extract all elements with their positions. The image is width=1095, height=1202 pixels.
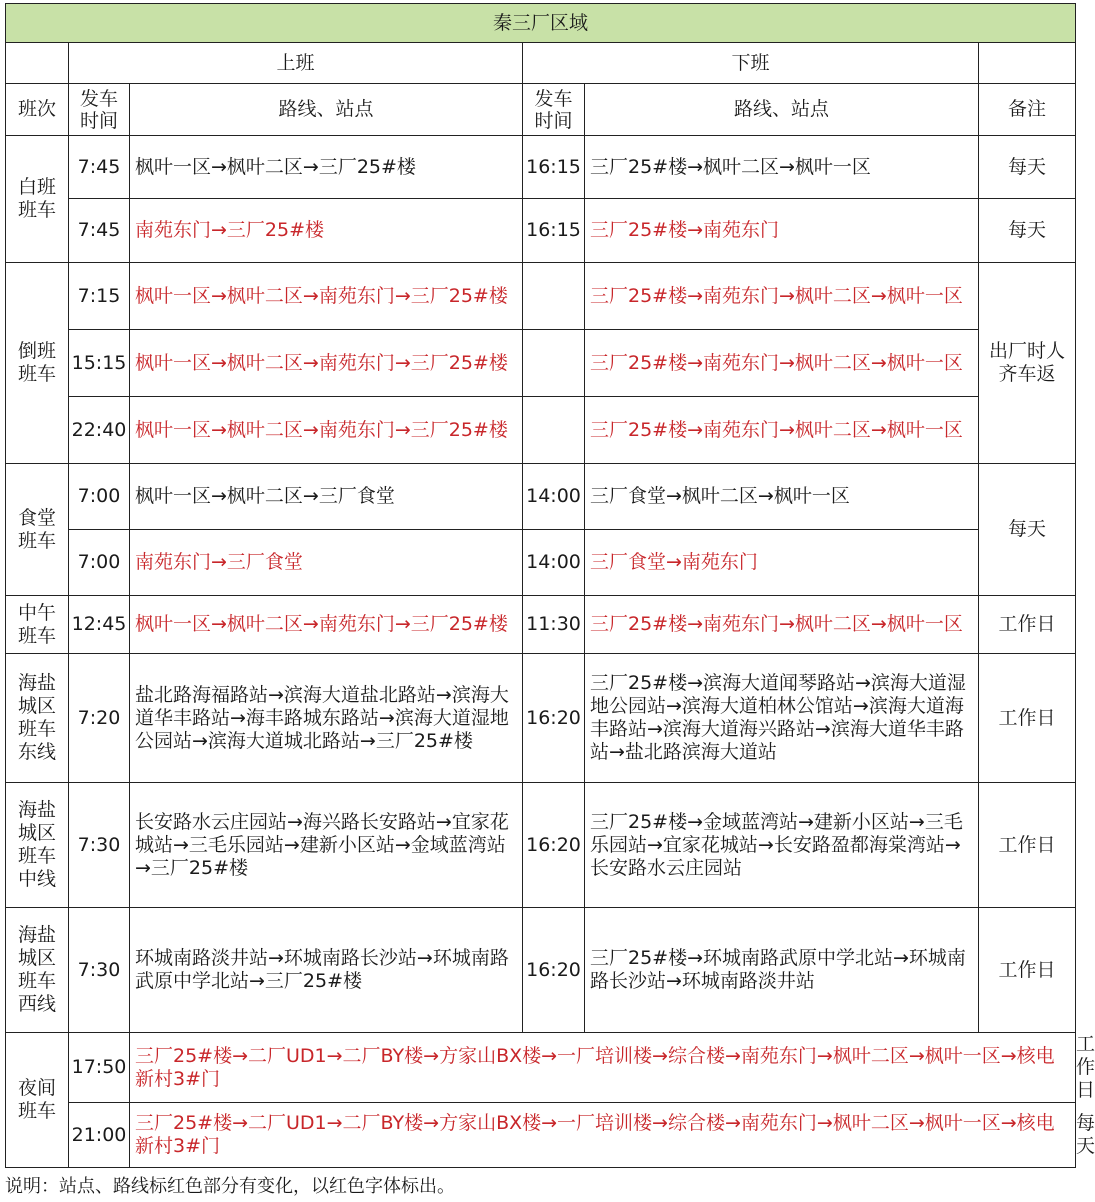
shift-name: 食堂 班车 bbox=[6, 464, 69, 596]
down-departure-time bbox=[523, 330, 585, 397]
blank-cell bbox=[6, 43, 69, 84]
table-row bbox=[6, 654, 1076, 783]
up-route: 南苑东门→三厂25#楼 bbox=[130, 199, 523, 263]
down-route: 三厂25#楼→南苑东门→枫叶二区→枫叶一区 bbox=[585, 397, 979, 464]
shift-name: 海盐 城区 班车 西线 bbox=[6, 908, 69, 1033]
up-departure-time: 15:15 bbox=[69, 330, 130, 397]
down-departure-time: 16:15 bbox=[523, 136, 585, 199]
remark-cell: 工作日 bbox=[979, 908, 1076, 1033]
table-row bbox=[6, 783, 1076, 908]
full-route: 三厂25#楼→二厂UD1→二厂BY楼→方家山BX楼→一厂培训楼→综合楼→南苑东门→枫叶二区→枫叶一区→核电新村3#门 bbox=[130, 1033, 1076, 1103]
up-departure-time: 7:30 bbox=[69, 783, 130, 908]
remark-cell: 每天 bbox=[979, 136, 1076, 199]
remark-cell: 每天 bbox=[979, 464, 1076, 596]
down-route: 三厂食堂→枫叶二区→枫叶一区 bbox=[585, 464, 979, 530]
up-departure-time: 7:20 bbox=[69, 654, 130, 783]
up-departure-time: 7:45 bbox=[69, 199, 130, 263]
down-departure-time: 16:20 bbox=[523, 908, 585, 1033]
shift-name: 夜间 班车 bbox=[6, 1033, 69, 1168]
up-route-column-header: 路线、站点 bbox=[130, 84, 523, 136]
down-departure-time: 14:00 bbox=[523, 464, 585, 530]
down-departure-time bbox=[523, 397, 585, 464]
remark-cell: 每天 bbox=[979, 199, 1076, 263]
up-route: 枫叶一区→枫叶二区→三厂25#楼 bbox=[130, 136, 523, 199]
table-row: 夜间 班车 17:50 三厂25#楼→二厂UD1→二厂BY楼→方家山BX楼→一厂培训楼→综合楼→南苑东门→枫叶二区→枫叶一区→核电新村3#门 工作日 bbox=[6, 1033, 1076, 1103]
remark-cell: 工作日 bbox=[979, 654, 1076, 783]
up-route: 长安路水云庄园站→海兴路长安路站→宜家花城站→三毛乐园站→建新小区站→金域蓝湾站→三厂25#楼 bbox=[130, 783, 523, 908]
up-departure-time: 7:15 bbox=[69, 263, 130, 330]
down-time-column-header: 发车 时间 bbox=[523, 84, 585, 136]
remark-column-header: 备注 bbox=[979, 84, 1076, 136]
up-departure-time: 12:45 bbox=[69, 596, 130, 654]
up-departure-time: 21:00 bbox=[69, 1103, 130, 1168]
table-row: 21:00 三厂25#楼→二厂UD1→二厂BY楼→方家山BX楼→一厂培训楼→综合楼→南苑东门→枫叶二区→枫叶一区→核电新村3#门 每天 bbox=[6, 1103, 1076, 1168]
down-route: 三厂25#楼→滨海大道闻琴路站→滨海大道湿地公园站→滨海大道柏林公馆站→滨海大道海丰路站→滨海大道海兴路站→滨海大道华丰路站→盐北路滨海大道站 bbox=[585, 654, 979, 783]
shift-name: 海盐 城区 班车 中线 bbox=[6, 783, 69, 908]
up-departure-time: 7:30 bbox=[69, 908, 130, 1033]
up-route: 枫叶一区→枫叶二区→三厂食堂 bbox=[130, 464, 523, 530]
down-route: 三厂25#楼→金域蓝湾站→建新小区站→三毛乐园站→宜家花城站→长安路盈都海棠湾站→长安路水云庄园站 bbox=[585, 783, 979, 908]
table-row bbox=[6, 397, 1076, 464]
remark-cell: 工作日 bbox=[979, 596, 1076, 654]
down-departure-time: 16:20 bbox=[523, 654, 585, 783]
down-departure-time: 11:30 bbox=[523, 596, 585, 654]
shift-name: 倒班 班车 bbox=[6, 263, 69, 464]
up-route: 枫叶一区→枫叶二区→南苑东门→三厂25#楼 bbox=[130, 330, 523, 397]
up-route: 枫叶一区→枫叶二区→南苑东门→三厂25#楼 bbox=[130, 397, 523, 464]
up-departure-time: 17:50 bbox=[69, 1033, 130, 1103]
remark-cell: 出厂时人 齐车返 bbox=[979, 263, 1076, 464]
shift-column-header: 班次 bbox=[6, 84, 69, 136]
up-route: 南苑东门→三厂食堂 bbox=[130, 530, 523, 596]
down-route: 三厂25#楼→枫叶二区→枫叶一区 bbox=[585, 136, 979, 199]
table-title: 秦三厂区域 bbox=[6, 4, 1076, 43]
down-departure-time: 14:00 bbox=[523, 530, 585, 596]
down-route: 三厂食堂→南苑东门 bbox=[585, 530, 979, 596]
footnote: 说明：站点、路线标红色部分有变化，以红色字体标出。 bbox=[5, 1176, 455, 1197]
down-route: 三厂25#楼→南苑东门→枫叶二区→枫叶一区 bbox=[585, 330, 979, 397]
table-row bbox=[6, 908, 1076, 1033]
up-route: 盐北路海福路站→滨海大道盐北路站→滨海大道华丰路站→海丰路城东路站→滨海大道湿地公园站→滨海大道城北路站→三厂25#楼 bbox=[130, 654, 523, 783]
up-route: 环城南路淡井站→环城南路长沙站→环城南路武原中学北站→三厂25#楼 bbox=[130, 908, 523, 1033]
down-departure-time: 16:15 bbox=[523, 199, 585, 263]
table-row bbox=[6, 530, 1076, 596]
shift-name: 白班 班车 bbox=[6, 136, 69, 263]
shift-name: 海盐 城区 班车 东线 bbox=[6, 654, 69, 783]
down-route-column-header: 路线、站点 bbox=[585, 84, 979, 136]
up-departure-time: 22:40 bbox=[69, 397, 130, 464]
down-route: 三厂25#楼→南苑东门→枫叶二区→枫叶一区 bbox=[585, 263, 979, 330]
down-route: 三厂25#楼→环城南路武原中学北站→环城南路长沙站→环城南路淡井站 bbox=[585, 908, 979, 1033]
up-shift-header: 上班 bbox=[69, 43, 523, 84]
shift-name: 中午 班车 bbox=[6, 596, 69, 654]
table-row bbox=[6, 263, 1076, 330]
down-shift-header: 下班 bbox=[523, 43, 979, 84]
down-departure-time: 16:20 bbox=[523, 783, 585, 908]
up-departure-time: 7:00 bbox=[69, 464, 130, 530]
up-departure-time: 7:00 bbox=[69, 530, 130, 596]
up-time-column-header: 发车 时间 bbox=[69, 84, 130, 136]
bus-schedule-table bbox=[5, 3, 1095, 1168]
table-row bbox=[6, 464, 1076, 530]
remark-cell: 工作日 bbox=[979, 783, 1076, 908]
table-row bbox=[6, 596, 1076, 654]
up-route: 枫叶一区→枫叶二区→南苑东门→三厂25#楼 bbox=[130, 596, 523, 654]
up-route: 枫叶一区→枫叶二区→南苑东门→三厂25#楼 bbox=[130, 263, 523, 330]
down-route: 三厂25#楼→南苑东门 bbox=[585, 199, 979, 263]
full-route: 三厂25#楼→二厂UD1→二厂BY楼→方家山BX楼→一厂培训楼→综合楼→南苑东门→枫叶二区→枫叶一区→核电新村3#门 bbox=[130, 1103, 1076, 1168]
up-departure-time: 7:45 bbox=[69, 136, 130, 199]
blank-cell bbox=[979, 43, 1076, 84]
table-row bbox=[6, 136, 1076, 199]
down-route: 三厂25#楼→南苑东门→枫叶二区→枫叶一区 bbox=[585, 596, 979, 654]
down-departure-time bbox=[523, 263, 585, 330]
table-row bbox=[6, 330, 1076, 397]
table-row bbox=[6, 199, 1076, 263]
